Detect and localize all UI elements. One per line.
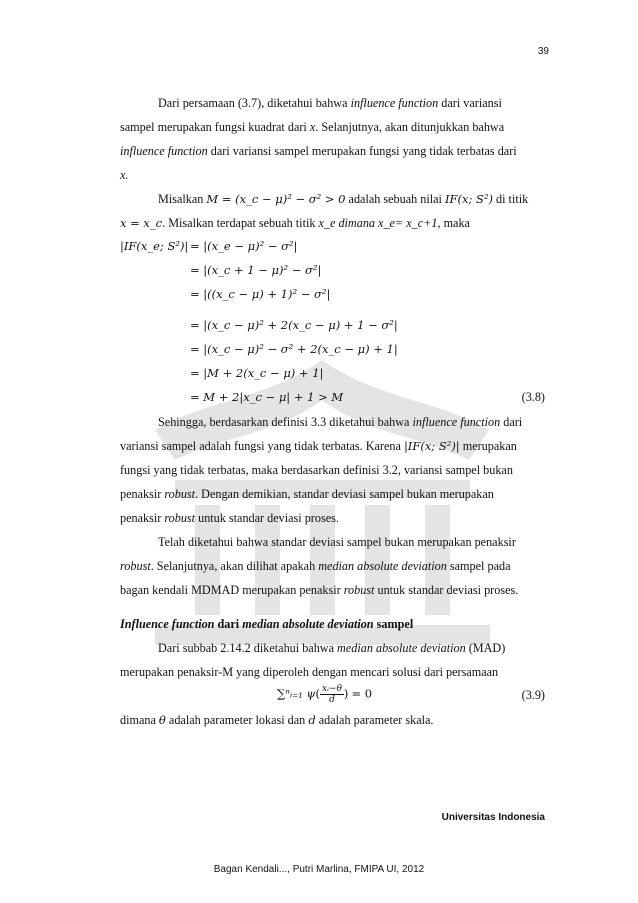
equation-line: = |M + 2(x_c − μ) + 1|	[190, 366, 324, 380]
paragraph-line: fungsi yang tidak terbatas, maka berdasarkan definisi 3.2, variansi sampel bukan	[120, 463, 513, 477]
equation-line: = |((x_c − μ) + 1)² − σ²|	[190, 287, 331, 301]
citation-footer: Bagan Kendali..., Putri Marlina, FMIPA UI, 2012	[213, 864, 425, 875]
equation-lhs: |IF(x_e; S²)|	[120, 239, 189, 253]
page-number: 39	[537, 46, 549, 57]
equation-line: = |(x_e − μ)² − σ²|	[190, 239, 298, 253]
paragraph-line: x = x_c. Misalkan terdapat sebuah titik x_e dimana x_e= x_c+1, maka	[120, 216, 470, 230]
equation-line: = |(x_c − μ)² + 2(x_c − μ) + 1 − σ²|	[190, 318, 398, 332]
section-heading: Influence function dari median absolute deviation sampel	[120, 617, 414, 631]
paragraph-line: Telah diketahui bahwa standar deviasi sampel bukan merupakan penaksir	[158, 535, 516, 549]
equation-line: = |(x_c + 1 − μ)² − σ²|	[190, 263, 322, 277]
equation-number: (3.9)	[521, 688, 545, 702]
paragraph-line: penaksir robust untuk standar deviasi proses.	[120, 511, 339, 525]
paragraph-line: bagan kendali MDMAD merupakan penaksir robust untuk standar deviasi proses.	[120, 583, 519, 597]
university-footer: Universitas Indonesia	[441, 812, 545, 823]
equation-line: = |(x_c − μ)² − σ² + 2(x_c − μ) + 1|	[190, 342, 398, 356]
equation-line: = M + 2|x_c − μ| + 1 > M	[190, 390, 344, 404]
equation-sum: ∑ⁿᵢ₌₁ ψ( $\frac{\text{xᵢ−θ}}{d}$ ) = 0	[277, 684, 373, 705]
paragraph-line: dimana θ adalah parameter lokasi dan d adalah parameter skala.	[120, 713, 434, 727]
paragraph-line: influence function dari variansi sampel merupakan fungsi yang tidak terbatas dari	[120, 144, 517, 158]
paragraph-line: merupakan penaksir-M yang diperoleh dengan mencari solusi dari persamaan	[120, 665, 499, 679]
paragraph-line: Sehingga, berdasarkan definisi 3.3 diketahui bahwa influence function dari	[158, 415, 523, 429]
paragraph-line: Dari persamaan (3.7), diketahui bahwa influence function dari variansi	[158, 96, 502, 110]
paragraph-line: Misalkan M = (x_c − μ)² − σ² > 0 adalah sebuah nilai IF(x; S²) di titik	[158, 192, 529, 206]
paragraph-line: penaksir robust. Dengan demikian, standar deviasi sampel bukan merupakan	[120, 487, 494, 501]
paragraph-line: variansi sampel adalah fungsi yang tidak terbatas. Karena |IF(x; S²)| merupakan	[120, 439, 517, 453]
paragraph-line: robust. Selanjutnya, akan dilihat apakah median absolute deviation sampel pada	[120, 559, 511, 573]
equation-number: (3.8)	[521, 390, 545, 404]
paragraph-line: Dari subbab 2.14.2 diketahui bahwa median absolute deviation (MAD)	[158, 641, 506, 655]
paragraph-line: sampel merupakan fungsi kuadrat dari x. Selanjutnya, akan ditunjukkan bahwa	[120, 120, 505, 134]
paragraph-line: x.	[120, 168, 129, 182]
